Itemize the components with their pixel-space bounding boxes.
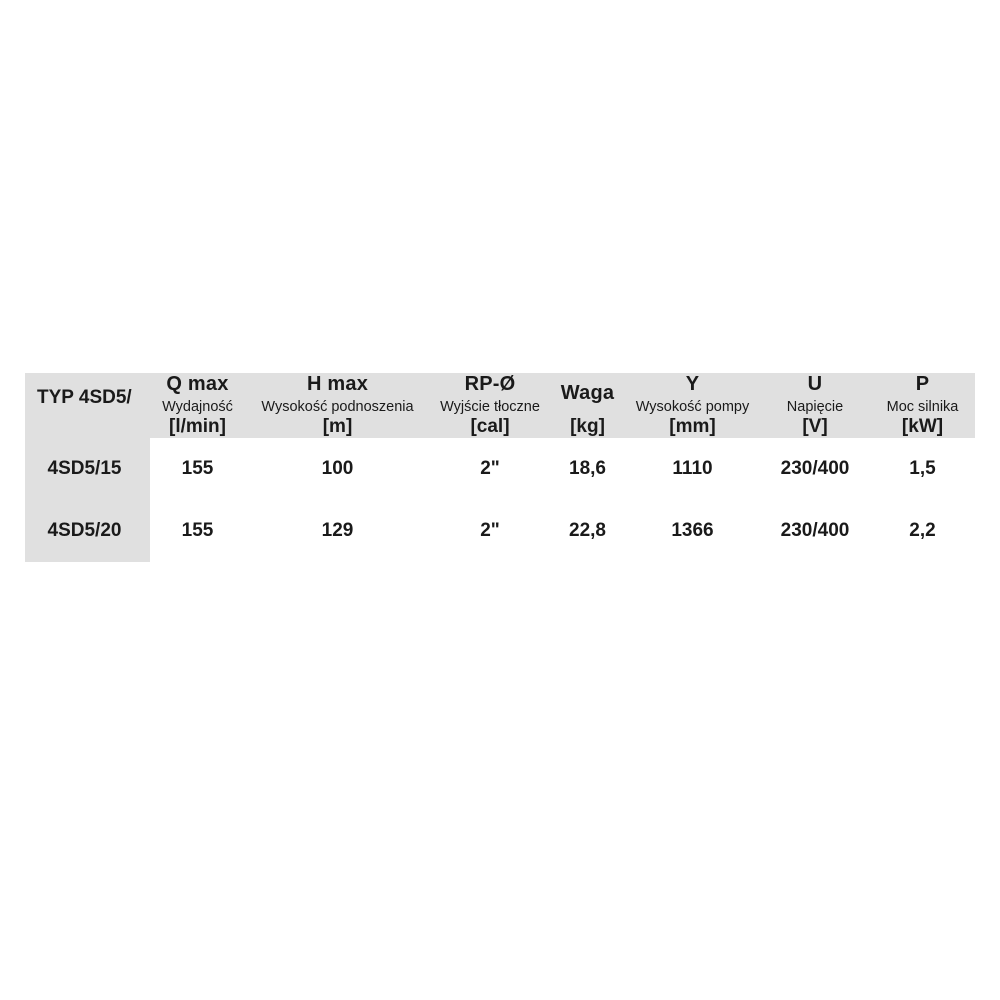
header-desc-qmax: Wydajność [162, 399, 233, 415]
cell-p: 2,2 [870, 500, 975, 562]
header-symbol-p: P [915, 373, 930, 395]
cell-hmax: 100 [245, 438, 430, 500]
header-cell-hmax [245, 373, 430, 416]
header-desc-p: Moc silnika [886, 399, 959, 415]
header-cell-y [625, 373, 760, 416]
units-cell-rp: [cal] [430, 416, 550, 438]
cell-rp: 2" [430, 438, 550, 500]
row-header-label: TYP 4SD5/ [37, 387, 132, 408]
table-row [25, 500, 975, 562]
header-desc-hmax: Wysokość podnoszenia [261, 399, 414, 415]
units-cell-waga: [kg] [550, 416, 625, 438]
header-cell-waga [550, 373, 625, 416]
cell-hmax: 129 [245, 500, 430, 562]
units-cell-hmax: [m] [245, 416, 430, 438]
header-symbol-qmax: Q max [166, 373, 229, 395]
cell-p: 1,5 [870, 438, 975, 500]
header-desc-u: Napięcie [786, 399, 844, 415]
header-cell-p [870, 373, 975, 416]
cell-qmax: 155 [150, 438, 245, 500]
units-cell-p: [kW] [870, 416, 975, 438]
header-desc-rp: Wyjście tłoczne [440, 399, 540, 415]
specification-table-container [25, 373, 975, 562]
header-cell-u [760, 373, 870, 416]
cell-u: 230/400 [760, 500, 870, 562]
cell-y: 1110 [625, 438, 760, 500]
table-row [25, 438, 975, 500]
header-symbol-hmax: H max [306, 373, 369, 395]
header-cell-qmax [150, 373, 245, 416]
header-symbol-y: Y [685, 373, 700, 395]
row-type-label: 4SD5/20 [25, 500, 150, 562]
header-cell-type [25, 373, 150, 416]
cell-y: 1366 [625, 500, 760, 562]
cell-qmax: 155 [150, 500, 245, 562]
table-units-row [25, 416, 975, 438]
table-header-row [25, 373, 975, 416]
header-desc-y: Wysokość pompy [635, 399, 750, 415]
pump-specification-table [25, 373, 975, 562]
row-type-label: 4SD5/15 [25, 438, 150, 500]
header-symbol-waga: Waga [560, 381, 615, 404]
header-cell-rp [430, 373, 550, 416]
units-cell-u: [V] [760, 416, 870, 438]
cell-u: 230/400 [760, 438, 870, 500]
units-cell-y: [mm] [625, 416, 760, 438]
cell-waga: 22,8 [550, 500, 625, 562]
units-cell-qmax: [l/min] [150, 416, 245, 438]
cell-rp: 2" [430, 500, 550, 562]
cell-waga: 18,6 [550, 438, 625, 500]
header-symbol-rp: RP-Ø [464, 373, 516, 395]
units-cell-type [25, 416, 150, 438]
header-symbol-u: U [807, 373, 823, 395]
